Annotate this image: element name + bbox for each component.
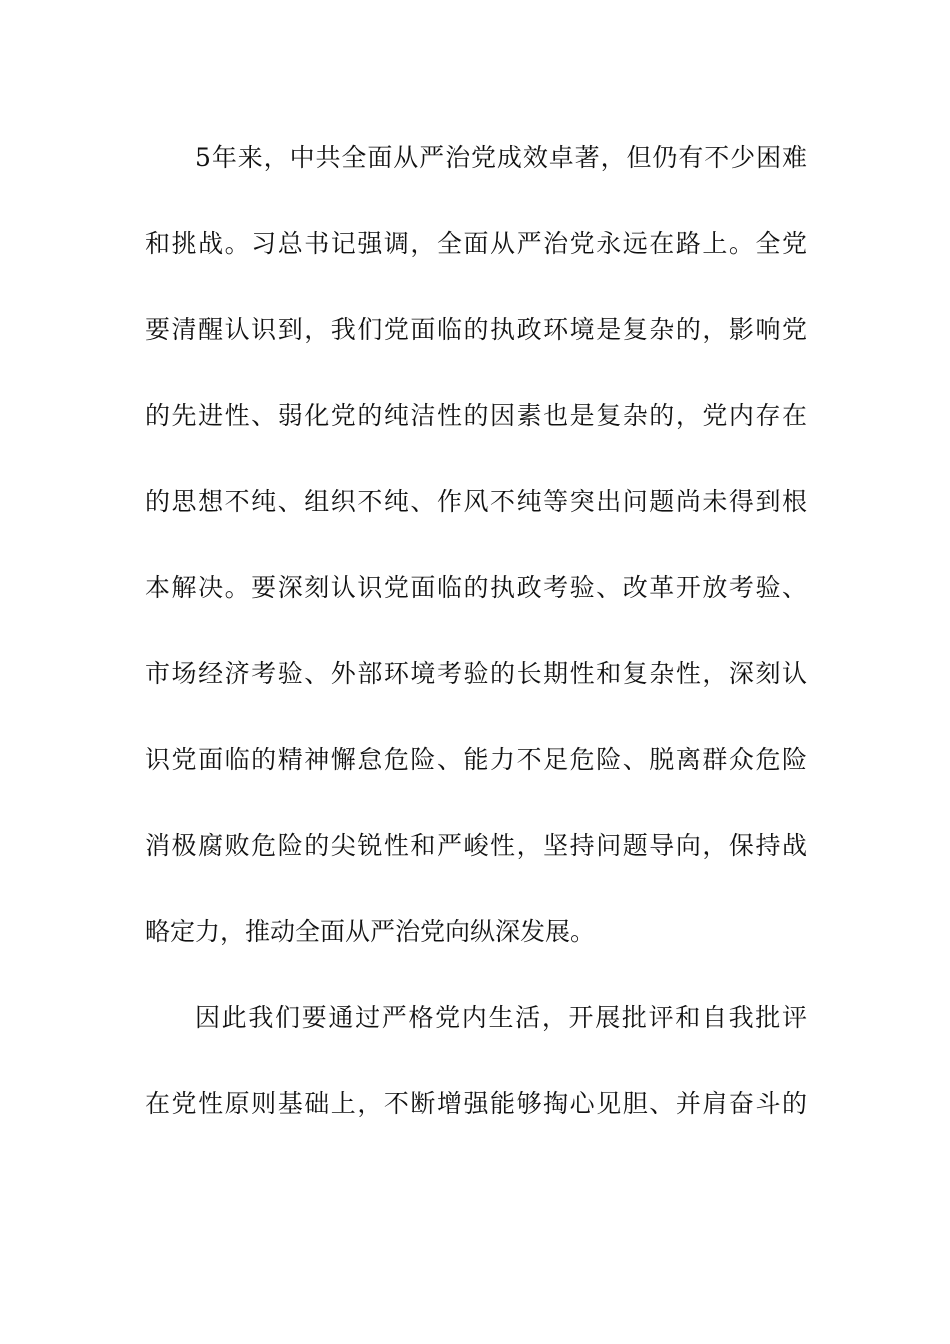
paragraph-line: 因此我们要通过严格党内生活，开展批评和自我批评	[195, 1003, 807, 1032]
paragraph-line: 消极腐败危险的尖锐性和严峻性，坚持问题导向，保持战	[145, 831, 807, 860]
paragraph-line: 的先进性、弱化党的纯洁性的因素也是复杂的，党内存在	[145, 401, 807, 430]
paragraph-line: 本解决。要深刻认识党面临的执政考验、改革开放考验、	[145, 573, 807, 602]
paragraph-line: 要清醒认识到，我们党面临的执政环境是复杂的，影响党	[145, 315, 807, 344]
paragraph-line: 和挑战。习总书记强调，全面从严治党永远在路上。全党	[145, 229, 807, 258]
paragraph-line: 的思想不纯、组织不纯、作风不纯等突出问题尚未得到根	[145, 487, 807, 516]
paragraph-line: 识党面临的精神懈怠危险、能力不足危险、脱离群众危险	[145, 745, 807, 774]
paragraph-line: 略定力，推动全面从严治党向纵深发展。	[145, 917, 596, 946]
paragraph-line: 市场经济考验、外部环境考验的长期性和复杂性，深刻认	[145, 659, 807, 688]
paragraph-line: 在党性原则基础上，不断增强能够掏心见胆、并肩奋斗的	[145, 1089, 807, 1118]
paragraph-line: 5年来，中共全面从严治党成效卓著，但仍有不少困难	[195, 143, 807, 172]
